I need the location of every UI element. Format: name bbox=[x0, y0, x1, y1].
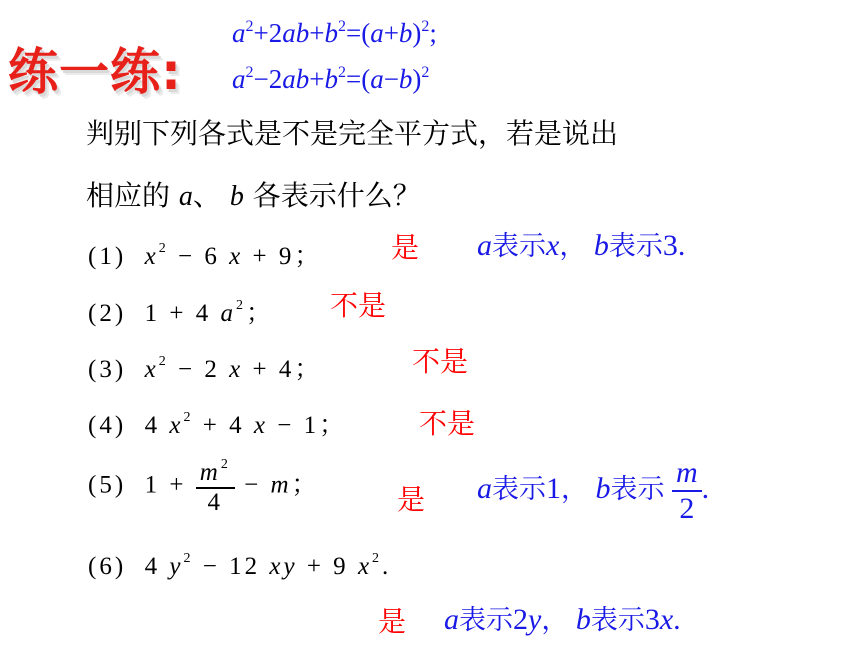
formula-square-of-difference: $a^2-2ab+b^2=(a-b)^2$ bbox=[232, 64, 430, 94]
item-6-verdict: 是 bbox=[378, 605, 407, 638]
item-5-verdict: 是 bbox=[397, 483, 426, 516]
intro-line-2: 相应的 a、 b 各表示什么？ bbox=[86, 179, 421, 212]
formula-square-of-sum: $a^2+2ab+b^2=(a+b)^2$; bbox=[232, 18, 437, 48]
item-6-answer: a表示2y， b表示3x. bbox=[444, 603, 681, 636]
intro-line-1: 判别下列各式是不是完全平方式，若是说出 bbox=[86, 117, 619, 150]
item-1-verdict: 是 bbox=[391, 231, 420, 264]
item-5-answer: a表示1， b表示 $\frac{m}{2}$ . bbox=[477, 456, 710, 525]
page-title: 练一练: bbox=[8, 43, 182, 101]
item-1-expression: (1) $x^2 - 6$ x + 9； bbox=[88, 241, 323, 270]
item-1-answer: a表示x， b表示3. bbox=[477, 229, 686, 262]
item-2-expression: (2) 1 + 4 $a^2$； bbox=[88, 298, 275, 327]
item-3-verdict: 不是 bbox=[412, 345, 469, 378]
item-2-verdict: 不是 bbox=[330, 289, 387, 322]
item-6-expression: (6) 4 $y^2 - 12$ xy + 9 $x^2$. bbox=[88, 551, 392, 580]
item-5-expression: (5) 1 + $\frac{m^2}{4}$ − m； bbox=[88, 457, 320, 516]
item-4-expression: (4) 4 $x^2 + 4$ x − 1； bbox=[88, 410, 348, 439]
item-3-expression: (3) $x^2 - 2$ x + 4； bbox=[88, 354, 323, 383]
item-4-verdict: 不是 bbox=[419, 407, 476, 440]
